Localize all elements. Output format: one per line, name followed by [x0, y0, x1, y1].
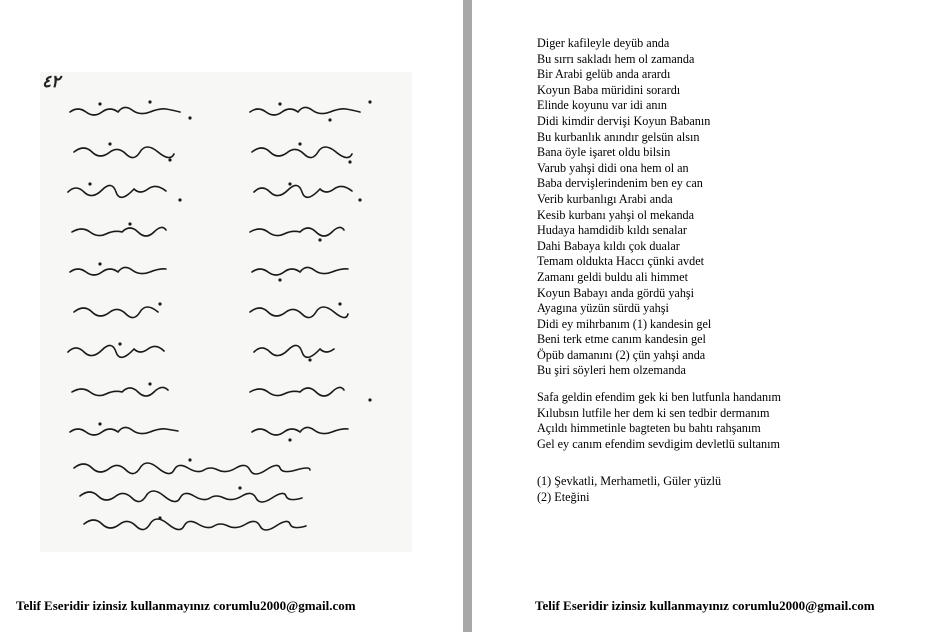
poem-line: Gel ey canım efendim sevdigim devletlü sultanım — [537, 436, 781, 451]
poem-line: Dahi Babaya kıldı çok dualar — [537, 238, 680, 253]
left-page — [0, 0, 463, 632]
poem-line: Açıldı himmetinle bagteten bu bahtı rahşanım — [537, 421, 761, 436]
stanza-1 — [537, 36, 917, 379]
poem-line: Ayagına yüzün sürdü yahşi — [537, 301, 669, 316]
poem-line: Varub yahşi didi ona hem ol an — [537, 160, 689, 175]
poem-line: Bir Arabi gelüb anda arardı — [537, 67, 671, 82]
copyright-footer-right: Telif Eseridir izinsiz kullanmayınız corumlu2000@gmail.com — [535, 598, 875, 613]
poem-line: Didi ey mihrbanım (1) kandesin gel — [537, 316, 712, 331]
poem-line: Temam oldukta Haccı çünki avdet — [537, 254, 705, 269]
footnote: (2) Eteğini — [537, 490, 590, 505]
poem-line: Beni terk etme canım kandesin gel — [537, 332, 706, 347]
poem-line: Zamanı geldi buldu ali himmet — [537, 269, 688, 284]
page-divider — [463, 0, 472, 632]
poem-line: Koyun Babayı anda gördü yahşi — [537, 285, 695, 300]
poem-line: Kılubsın lutfile her dem ki sen tedbir dermanım — [537, 405, 770, 420]
poem-line: Kesib kurbanı yahşi ol mekanda — [537, 207, 695, 222]
manuscript-handwriting — [40, 72, 412, 552]
poem-text — [537, 36, 917, 517]
poem-line: Diger kafileyle deyüb anda — [537, 36, 670, 50]
poem-line: Koyun Baba müridini sorardı — [537, 82, 681, 97]
footnote: (1) Şevkatli, Merhametli, Güler yüzlü — [537, 474, 722, 489]
poem-line: Öpüb damanını (2) çün yahşi anda — [537, 347, 706, 362]
poem-line: Bu kurbanlık anındır gelsün alsın — [537, 129, 700, 144]
copyright-footer-left: Telif Eseridir izinsiz kullanmayınız corumlu2000@gmail.com — [16, 598, 356, 613]
poem-line: Bu şiri söyleri hem olzemanda — [537, 363, 686, 378]
poem-line: Baba dervişlerindenim ben ey can — [537, 176, 703, 191]
stanza-2 — [537, 390, 917, 452]
manuscript-page-number: ٤٢ — [42, 72, 61, 91]
poem-line: Safa geldin efendim gek ki ben lutfunla handanım — [537, 390, 782, 405]
poem-line: Bu sırrı sakladı hem ol zamanda — [537, 51, 695, 66]
poem-line: Bana öyle işaret oldu bilsin — [537, 145, 671, 160]
poem-line: Elinde koyunu var idi anın — [537, 98, 667, 113]
poem-line: Hudaya hamdidib kıldı senalar — [537, 223, 687, 238]
poem-line: Didi kimdir dervişi Koyun Babanın — [537, 113, 711, 128]
poem-line: Verib kurbanlıgı Arabi anda — [537, 191, 673, 206]
footnotes — [537, 474, 917, 505]
manuscript-scan — [40, 72, 412, 552]
